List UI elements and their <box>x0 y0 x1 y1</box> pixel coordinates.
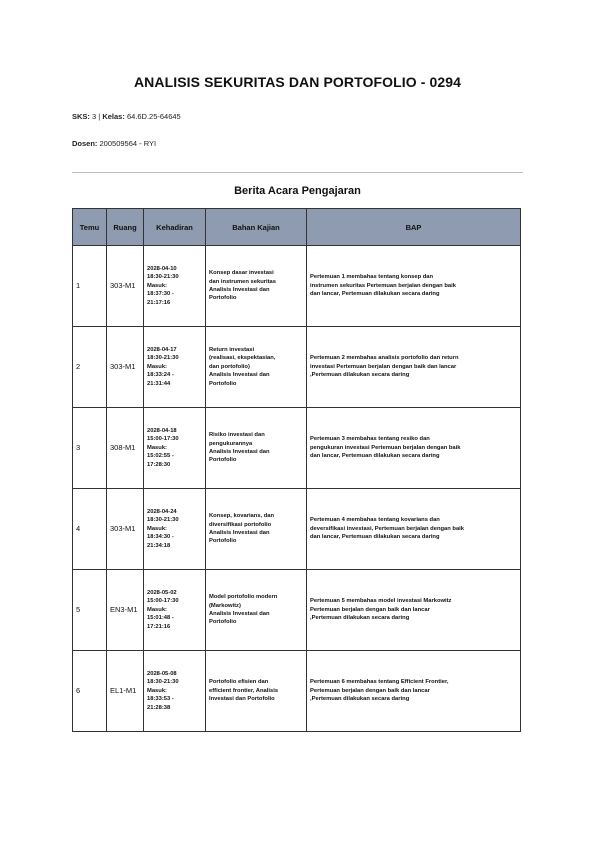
bahan-kajian-cell-line: Analisis Investasi dan <box>209 372 270 379</box>
bap-cell-line: ,Pertemuan dilakukan secara daring <box>310 372 410 379</box>
bahan-kajian-cell-line: dan portofolio) <box>209 363 250 370</box>
sks-value: 3 <box>92 112 97 121</box>
bap-cell-line: dan lancar, Pertemuan dilakukan secara daring <box>310 534 440 541</box>
document-title: ANALISIS SEKURITAS DAN PORTOFOLIO - 0294 <box>133 74 462 90</box>
kehadiran-cell-line: 15:00-17:30 <box>147 436 179 443</box>
bap-cell-line: Pertemuan 6 membahas tentang Efficient Frontier, <box>310 679 449 686</box>
table-row <box>73 651 521 732</box>
bahan-kajian-cell-line: Portofolio efisien dan <box>209 679 269 686</box>
kehadiran-cell-line: Masuk: <box>147 282 167 289</box>
divider <box>72 172 523 173</box>
kehadiran-cell-line: 21:28:38 <box>147 704 171 711</box>
bahan-kajian-cell-line: Konsep dasar investasi <box>209 270 274 277</box>
temu-cell: 2 <box>73 327 107 408</box>
teaching-log-table <box>72 208 521 732</box>
temu-cell: 3 <box>73 408 107 489</box>
bahan-kajian-cell-line: Portofolio <box>209 295 237 302</box>
ruang-cell: EL1-M1 <box>107 651 144 732</box>
bap-cell-line: Pertemuan 5 membahas model investasi Markowitz <box>310 598 452 605</box>
bahan-kajian-cell-line: Return investasi <box>209 347 255 354</box>
bahan-kajian-cell-line: (Markowitz) <box>209 602 241 609</box>
ruang-cell: 303-M1 <box>107 489 144 570</box>
bap-cell-line: dan lancar, Pertemuan dilakukan secara daring <box>310 291 440 298</box>
kehadiran-cell-line: 2028-04-24 <box>147 509 177 516</box>
dosen-label: Dosen: <box>72 139 98 148</box>
bahan-kajian-cell-line: Portofolio <box>209 619 237 626</box>
header-bahan-kajian: Bahan Kajian <box>206 209 307 246</box>
bap-cell-line: deversifikasi investasi, Pertemuan berjalan dengan baik <box>310 525 465 532</box>
bahan-kajian-cell-line: Analisis Investasi dan <box>209 449 270 455</box>
kehadiran-cell <box>144 570 206 651</box>
bap-cell <box>307 246 521 327</box>
kehadiran-cell-line: Masuk: <box>147 444 167 451</box>
kehadiran-cell <box>144 651 206 732</box>
temu-cell: 4 <box>73 489 107 570</box>
kehadiran-cell-line: Masuk: <box>147 687 167 694</box>
lecturer-line <box>72 139 156 148</box>
kehadiran-cell-line: 21:34:18 <box>147 542 171 549</box>
bap-cell-line: dan lancar, Pertemuan dilakukan secara daring <box>310 453 440 460</box>
bahan-kajian-cell <box>206 570 307 651</box>
bahan-kajian-cell-line: Analisis Investasi dan <box>209 530 270 536</box>
bahan-kajian-cell <box>206 246 307 327</box>
kehadiran-cell <box>144 489 206 570</box>
course-meta-line <box>72 112 181 121</box>
bap-cell-line: Pertemuan 2 membahas analisis portofolio dan return <box>310 355 459 362</box>
kehadiran-cell-line: 18:30-21:30 <box>147 355 179 362</box>
ruang-cell: 308-M1 <box>107 408 144 489</box>
kehadiran-cell-line: 17:21:16 <box>147 623 171 630</box>
bap-cell-line: Pertemuan berjalan dengan baik dan lancar <box>310 687 430 694</box>
bap-cell-line: Pertemuan 3 membahas tentang resiko dan <box>310 436 430 443</box>
bahan-kajian-cell-line: Analisis Investasi dan <box>209 287 270 293</box>
kehadiran-cell-line: 18:33:24 - <box>147 372 174 379</box>
bap-cell <box>307 408 521 489</box>
kehadiran-cell-line: 2028-04-18 <box>147 428 177 435</box>
kehadiran-cell-line: 18:33:53 - <box>147 696 174 703</box>
bahan-kajian-cell-line: Portofolio <box>209 380 237 387</box>
bahan-kajian-cell-line: Portofolio <box>209 457 237 464</box>
bap-cell-line: instrumen sekuritas Pertemuan berjalan dengan baik <box>310 282 456 289</box>
ruang-cell: 303-M1 <box>107 246 144 327</box>
kehadiran-cell-line: 21:17:16 <box>147 299 171 306</box>
bahan-kajian-cell <box>206 327 307 408</box>
bahan-kajian-cell-line: Model portofolio modern <box>209 594 278 601</box>
kehadiran-cell-line: 2028-05-02 <box>147 590 177 597</box>
header-kehadiran: Kehadiran <box>144 209 206 246</box>
kehadiran-cell <box>144 246 206 327</box>
ruang-cell: 303-M1 <box>107 327 144 408</box>
bahan-kajian-cell-line: Analisis Investasi dan <box>209 611 270 617</box>
kelas-value: 64.6D.25-64645 <box>126 112 181 121</box>
temu-cell: 6 <box>73 651 107 732</box>
bahan-kajian-cell-line: diversifikasi portofolio <box>209 521 272 528</box>
bap-cell-line: Pertemuan 1 membahas tentang konsep dan <box>310 274 434 281</box>
bahan-kajian-cell-line: (realisasi, ekspektasian, <box>209 355 276 362</box>
kehadiran-cell-line: 18:30-21:30 <box>147 679 179 686</box>
kehadiran-cell-line: 2028-04-10 <box>147 266 177 273</box>
kelas-label: Kelas: <box>102 112 125 121</box>
header-ruang: Ruang <box>107 209 144 246</box>
bap-cell <box>307 327 521 408</box>
bap-cell <box>307 489 521 570</box>
bahan-kajian-cell-line: dan instrumen sekuritas <box>209 278 277 285</box>
kehadiran-cell <box>144 408 206 489</box>
kehadiran-cell-line: 15:01:48 - <box>147 615 174 622</box>
kehadiran-cell-line: Masuk: <box>147 606 167 613</box>
table-row <box>73 570 521 651</box>
table-row <box>73 246 521 327</box>
kehadiran-cell-line: 2028-05-08 <box>147 671 177 678</box>
bahan-kajian-cell-line: Konsep, kovarians, dan <box>209 513 275 520</box>
bap-cell-line: pengukuran investasi Pertemuan berjalan dengan baik <box>310 444 461 451</box>
temu-cell: 1 <box>73 246 107 327</box>
bap-cell-line: Pertemuan 4 membahas tentang kovarians dan <box>310 517 440 524</box>
dosen-value: 200509564 - RYI <box>99 139 157 148</box>
kehadiran-cell-line: Masuk: <box>147 525 167 532</box>
bap-cell-line: ,Pertemuan dilakukan secara daring <box>310 696 410 703</box>
bahan-kajian-cell <box>206 408 307 489</box>
table-row <box>73 327 521 408</box>
bahan-kajian-cell <box>206 651 307 732</box>
kehadiran-cell-line: 18:34:30 - <box>147 534 174 541</box>
temu-cell: 5 <box>73 570 107 651</box>
bahan-kajian-cell <box>206 489 307 570</box>
kehadiran-cell-line: 17:28:30 <box>147 461 171 468</box>
kehadiran-cell-line: 21:31:44 <box>147 380 171 387</box>
sks-label: SKS: <box>72 112 90 121</box>
kehadiran-cell-line: 15:00-17:30 <box>147 598 179 605</box>
header-bap: BAP <box>307 209 521 246</box>
kehadiran-cell-line: 18:30-21:30 <box>147 274 179 281</box>
kehadiran-cell-line: 2028-04-17 <box>147 347 177 354</box>
kehadiran-cell-line: 18:37:30 - <box>147 291 174 298</box>
bahan-kajian-cell-line: Investasi dan Portofolio <box>209 696 275 703</box>
meta-separator: | <box>98 112 101 121</box>
bahan-kajian-cell-line: efficient frontier, Analisis <box>209 687 279 694</box>
kehadiran-cell-line: 18:30-21:30 <box>147 517 179 524</box>
bahan-kajian-cell-line: pengukurannya <box>209 440 253 447</box>
bap-cell-line: ,Pertemuan dilakukan secara daring <box>310 615 410 622</box>
bahan-kajian-cell-line: Risiko investasi dan <box>209 432 265 439</box>
bap-cell <box>307 651 521 732</box>
kehadiran-cell-line: 15:02:55 - <box>147 453 174 460</box>
table-row <box>73 489 521 570</box>
bap-cell-line: investasi Pertemuan berjalan dengan baik dan lancar <box>310 363 457 370</box>
kehadiran-cell-line: Masuk: <box>147 363 167 370</box>
kehadiran-cell <box>144 327 206 408</box>
bap-cell-line: Pertemuan berjalan dengan baik dan lancar <box>310 606 430 613</box>
ruang-cell: EN3-M1 <box>107 570 144 651</box>
bahan-kajian-cell-line: Portofolio <box>209 538 237 545</box>
header-temu: Temu <box>73 209 107 246</box>
table-row <box>73 408 521 489</box>
section-title: Berita Acara Pengajaran <box>234 185 361 197</box>
table-header-row <box>73 209 521 246</box>
bap-cell <box>307 570 521 651</box>
